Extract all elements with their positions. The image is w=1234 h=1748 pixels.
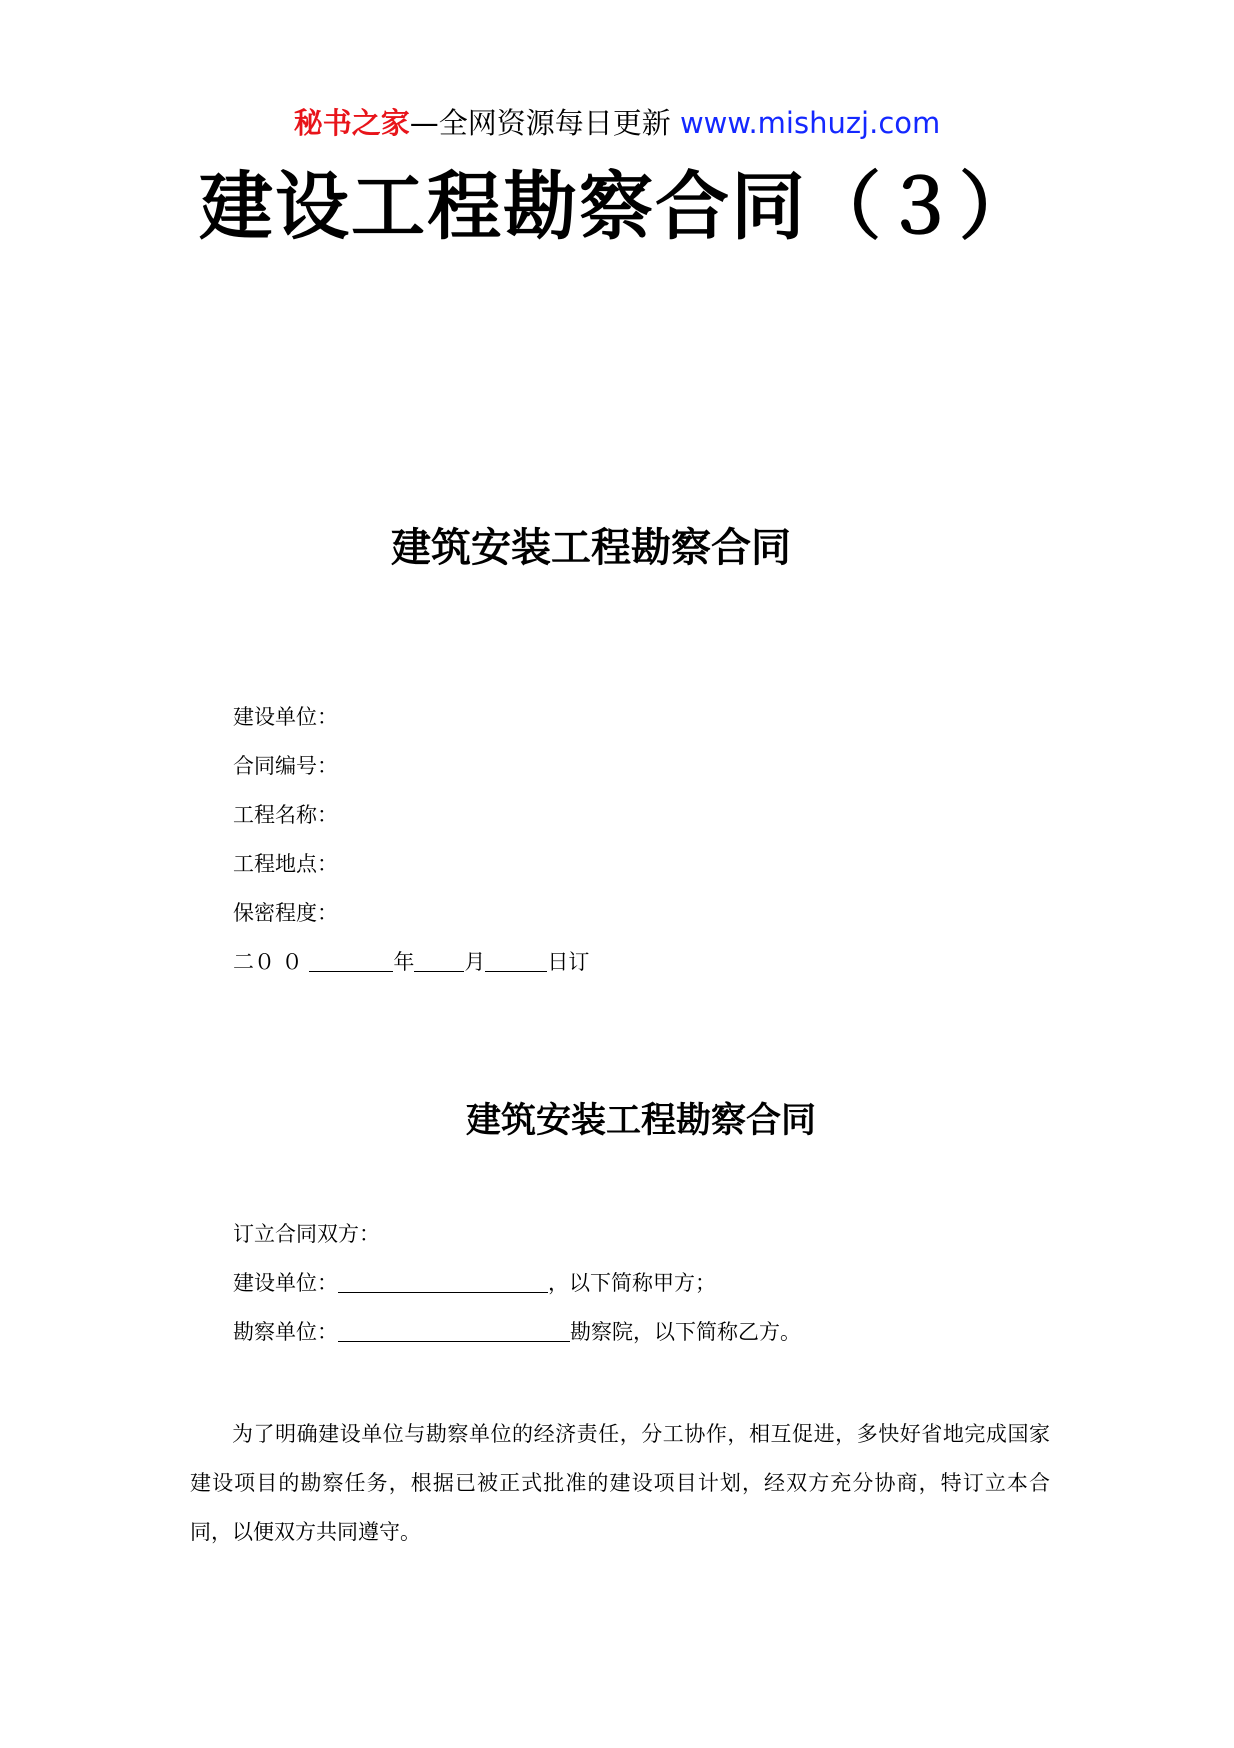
site-brand: 秘书之家 bbox=[293, 106, 410, 140]
date-day-label: 日订 bbox=[547, 950, 590, 974]
cover-info-list bbox=[233, 693, 589, 987]
party-b-label: 勘察单位： bbox=[233, 1320, 338, 1344]
party-b-line bbox=[233, 1308, 801, 1357]
site-url-link[interactable]: www.mishuzj.com bbox=[679, 106, 941, 140]
document-title: 建设工程勘察合同（３） bbox=[199, 164, 1035, 250]
cover-title: 建筑安装工程勘察合同 bbox=[391, 524, 791, 571]
party-a-label: 建设单位： bbox=[233, 1271, 338, 1295]
date-year-label: 年 bbox=[393, 950, 415, 974]
party-a-suffix: ，以下简称甲方； bbox=[548, 1271, 716, 1295]
parties-heading: 订立合同双方： bbox=[233, 1222, 380, 1246]
signing-date-line bbox=[233, 938, 589, 987]
field-project-location: 工程地点： bbox=[233, 852, 338, 876]
party-a-line bbox=[233, 1259, 801, 1308]
field-construction-unit: 建设单位： bbox=[233, 705, 338, 729]
month-blank bbox=[414, 947, 464, 972]
date-prefix: 二０ ０ bbox=[233, 950, 303, 974]
site-tagline: —全网资源每日更新 bbox=[409, 106, 671, 140]
contract-title: 建筑安装工程勘察合同 bbox=[466, 1100, 817, 1141]
party-b-suffix: 勘察院，以下简称乙方。 bbox=[570, 1320, 801, 1344]
field-confidentiality: 保密程度： bbox=[233, 901, 338, 925]
intro-paragraph: 为了明确建设单位与勘察单位的经济责任，分工协作，相互促进，多快好省地完成国家建设项目的勘察任务，根据已被正式批准的建设项目计划，经双方充分协商，特订立本合同，以便双方共同遵守。 bbox=[190, 1422, 1050, 1544]
field-project-name: 工程名称： bbox=[233, 803, 338, 827]
contract-parties bbox=[233, 1210, 801, 1357]
year-blank bbox=[309, 947, 393, 972]
day-blank bbox=[485, 947, 547, 972]
party-a-blank bbox=[338, 1268, 548, 1293]
date-month-label: 月 bbox=[464, 950, 486, 974]
party-b-blank bbox=[338, 1317, 570, 1342]
field-contract-number: 合同编号： bbox=[233, 754, 338, 778]
site-header bbox=[0, 103, 1234, 143]
